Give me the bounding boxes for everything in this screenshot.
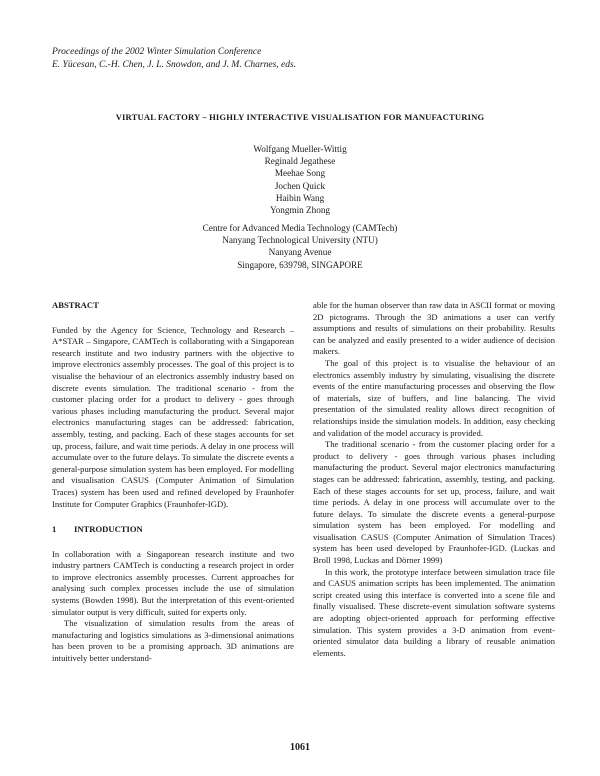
editors-line: E. Yücesan, C.-H. Chen, J. L. Snowdon, and J. M. Charnes, eds. <box>52 60 297 70</box>
author: Jochen Quick <box>274 180 326 191</box>
body-paragraph: able for the human observer than raw data in ASCII format or moving 2D pictograms. Through the 3D animations a user can verify assumptions and results of simulations on their probability. Results can be analyzed and easily presented to a wider audience of decision makers. <box>313 300 555 357</box>
abstract-text: Funded by the Agency for Science, Technology and Research – A*STAR – Singapore, CAMTech is collaborating with a Singaporean research institute and two industry partners with the objective to improve electronics assembly processes. The goal of this project is to visualise the behaviour of an electronics assembly industry based on discrete events simulation. The traditional scenario - from the customer placing order for a product to delivery - goes through various phases including manufacturing the product. Several major electronics manufacturing stages can be addressed: fabrication, assembly, testing, and packing. Each of these stages accounts for set up, process, failure, and wait time periods. A delay in one process will accumulate over to the future delays. To simulate the discrete events a general-purpose simulation system has been employed. For modelling and visualisation CASUS (Computer Animation of Simulation Traces) system has been used and refined developed by Fraunhofer Institute for Computer Graphics (Fraunhofer-IGD). <box>52 324 294 509</box>
affiliation-line: Centre for Advanced Media Technology (CAMTech) <box>202 223 398 233</box>
body-paragraph: The goal of this project is to visualise the behaviour of an electronics assembly industry by simulating, visualising the discrete events of the entire manufacturing processes and observing the flow of materials, size of buffers, and line balancing. The vivid presentation of the simulated reality allows direct recognition of relationships inside the simulation models. In addition, easy checking and validation of the model accuracy is provided. <box>313 357 555 438</box>
proceedings-line: Proceedings of the 2002 Winter Simulation Conference <box>52 47 262 57</box>
proceedings-header <box>52 46 552 72</box>
affiliation-line: Nanyang Technological University (NTU) <box>222 235 378 246</box>
left-column <box>52 300 294 665</box>
author: Haibin Wang <box>275 192 325 203</box>
section-title: INTRODUCTION <box>74 524 143 535</box>
introduction-heading <box>52 524 294 536</box>
page-number: 1061 <box>290 742 310 753</box>
right-column <box>313 300 555 659</box>
intro-paragraph: The visualization of simulation results from the areas of manufacturing and logistics simulations as 3-dimensional animations has been proven to be a promising approach. 3D animations are intuitively better understand- <box>52 618 294 664</box>
author: Wolfgang Mueller-Wittig <box>253 144 347 154</box>
affiliation-line: Nanyang Avenue <box>268 247 332 258</box>
author: Reginald Jegathese <box>264 156 336 167</box>
body-paragraph: In this work, the prototype interface between simulation trace file and CASUS animation scripts has been implemented. The animation script created using this interface is converted into a scene file and finally visualised. These discrete-event simulation software systems are adopting object-oriented approach for performing effective simulation. This system provides a 3-D animation from event-oriented simulator data building a library of reusable animation elements. <box>313 566 555 658</box>
section-number: 1 <box>52 524 57 535</box>
affiliation-line: Singapore, 639798, SINGAPORE <box>237 259 363 270</box>
intro-paragraph: In collaboration with a Singaporean research institute and two industry partners CAMTech is conducting a research project in order to improve electronics assembly processes. Current approaches for analysing such complex processes include the use of simulation systems (Bowden 1998). But the interpretation of this event-oriented simulator output is very difficult, suited for experts only. <box>52 548 294 617</box>
author: Meehae Song <box>274 168 326 179</box>
paper-title: VIRTUAL FACTORY – HIGHLY INTERACTIVE VISUALISATION FOR MANUFACTURING <box>115 112 485 122</box>
body-paragraph: The traditional scenario - from the customer placing order for a product to delivery - goes through various phases including manufacturing the product. Several major electronics manufacturing stages can be addressed: fabrication, assembly, testing, and packing. Each of these stages accounts for set up, process, failure, and wait time periods. A delay in one process will accumulate over to the future delays. To simulate the discrete events a general-purpose simulation system has been employed. For modelling and visualisation CASUS (Computer Animation of Simulation Traces) system has been used developed by Fraunhofer-IGD. (Luckas and Broll 1998, Luckas and Dörner 1999) <box>313 439 555 566</box>
author-list <box>150 143 450 216</box>
abstract-heading: ABSTRACT <box>52 300 99 310</box>
affiliation-block <box>150 222 450 271</box>
author: Yongmin Zhong <box>269 205 331 216</box>
